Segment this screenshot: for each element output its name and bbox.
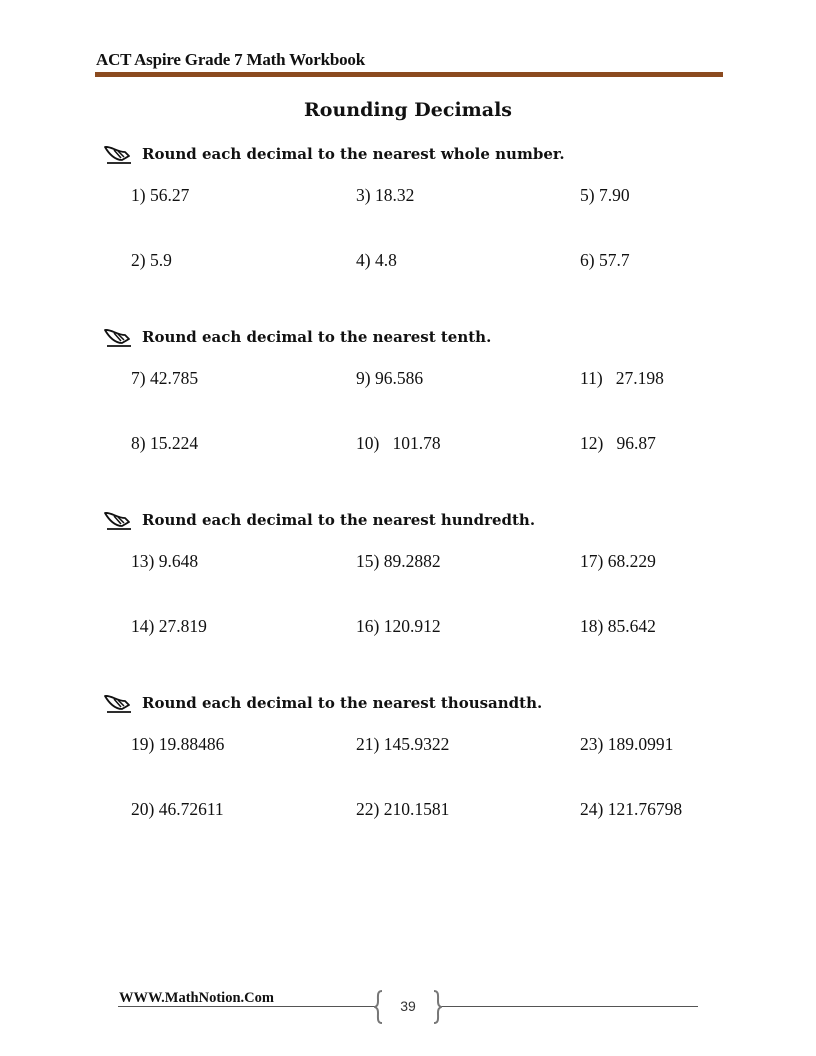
problem: 20) 46.72611: [131, 799, 224, 819]
problem: 2) 5.9: [131, 250, 172, 270]
pencil-icon: [103, 509, 133, 531]
problem: 24) 121.76798: [580, 799, 683, 819]
problem: 4) 4.8: [356, 250, 397, 270]
footer-website: WWW.MathNotion.Com: [119, 990, 274, 1006]
problem: 7) 42.785: [131, 368, 199, 388]
page-title: Rounding Decimals: [304, 99, 512, 121]
footer-rule-left: [118, 1006, 376, 1007]
problem: 18) 85.642: [580, 616, 656, 636]
workbook-title: ACT Aspire Grade 7 Math Workbook: [96, 50, 365, 69]
problem: 11) 27.198: [580, 368, 664, 388]
pencil-icon: [103, 326, 133, 348]
problem: 1) 56.27: [131, 185, 190, 205]
instruction-text: Round each decimal to the nearest whole number.: [142, 145, 565, 163]
problem: 3) 18.32: [356, 185, 415, 205]
problem: 12) 96.87: [580, 433, 656, 453]
right-brace-icon: [432, 990, 442, 1024]
problem: 6) 57.7: [580, 250, 630, 270]
problem: 5) 7.90: [580, 185, 630, 205]
problem: 10) 101.78: [356, 433, 441, 453]
instruction: [103, 692, 542, 714]
problem: 22) 210.1581: [356, 799, 450, 819]
problem: 16) 120.912: [356, 616, 441, 636]
page-number: 39: [400, 998, 416, 1014]
instruction-text: Round each decimal to the nearest hundredth.: [142, 511, 536, 529]
problem: 19) 19.88486: [131, 734, 225, 754]
problem: 23) 189.0991: [580, 734, 674, 754]
header-rule: [95, 72, 723, 77]
problem: 21) 145.9322: [356, 734, 450, 754]
instruction-text: Round each decimal to the nearest thousandth.: [142, 694, 543, 712]
problem: 8) 15.224: [131, 433, 199, 453]
problem: 15) 89.2882: [356, 551, 441, 571]
left-brace-icon: [374, 990, 384, 1024]
instruction: [103, 509, 535, 531]
instruction: [103, 326, 491, 348]
problem: 13) 9.648: [131, 551, 199, 571]
problem: 9) 96.586: [356, 368, 424, 388]
footer-rule-right: [440, 1006, 698, 1007]
instruction-text: Round each decimal to the nearest tenth.: [142, 328, 492, 346]
pencil-icon: [103, 692, 133, 714]
pencil-icon: [103, 143, 133, 165]
problem: 17) 68.229: [580, 551, 656, 571]
instruction: [103, 143, 565, 165]
problem: 14) 27.819: [131, 616, 207, 636]
